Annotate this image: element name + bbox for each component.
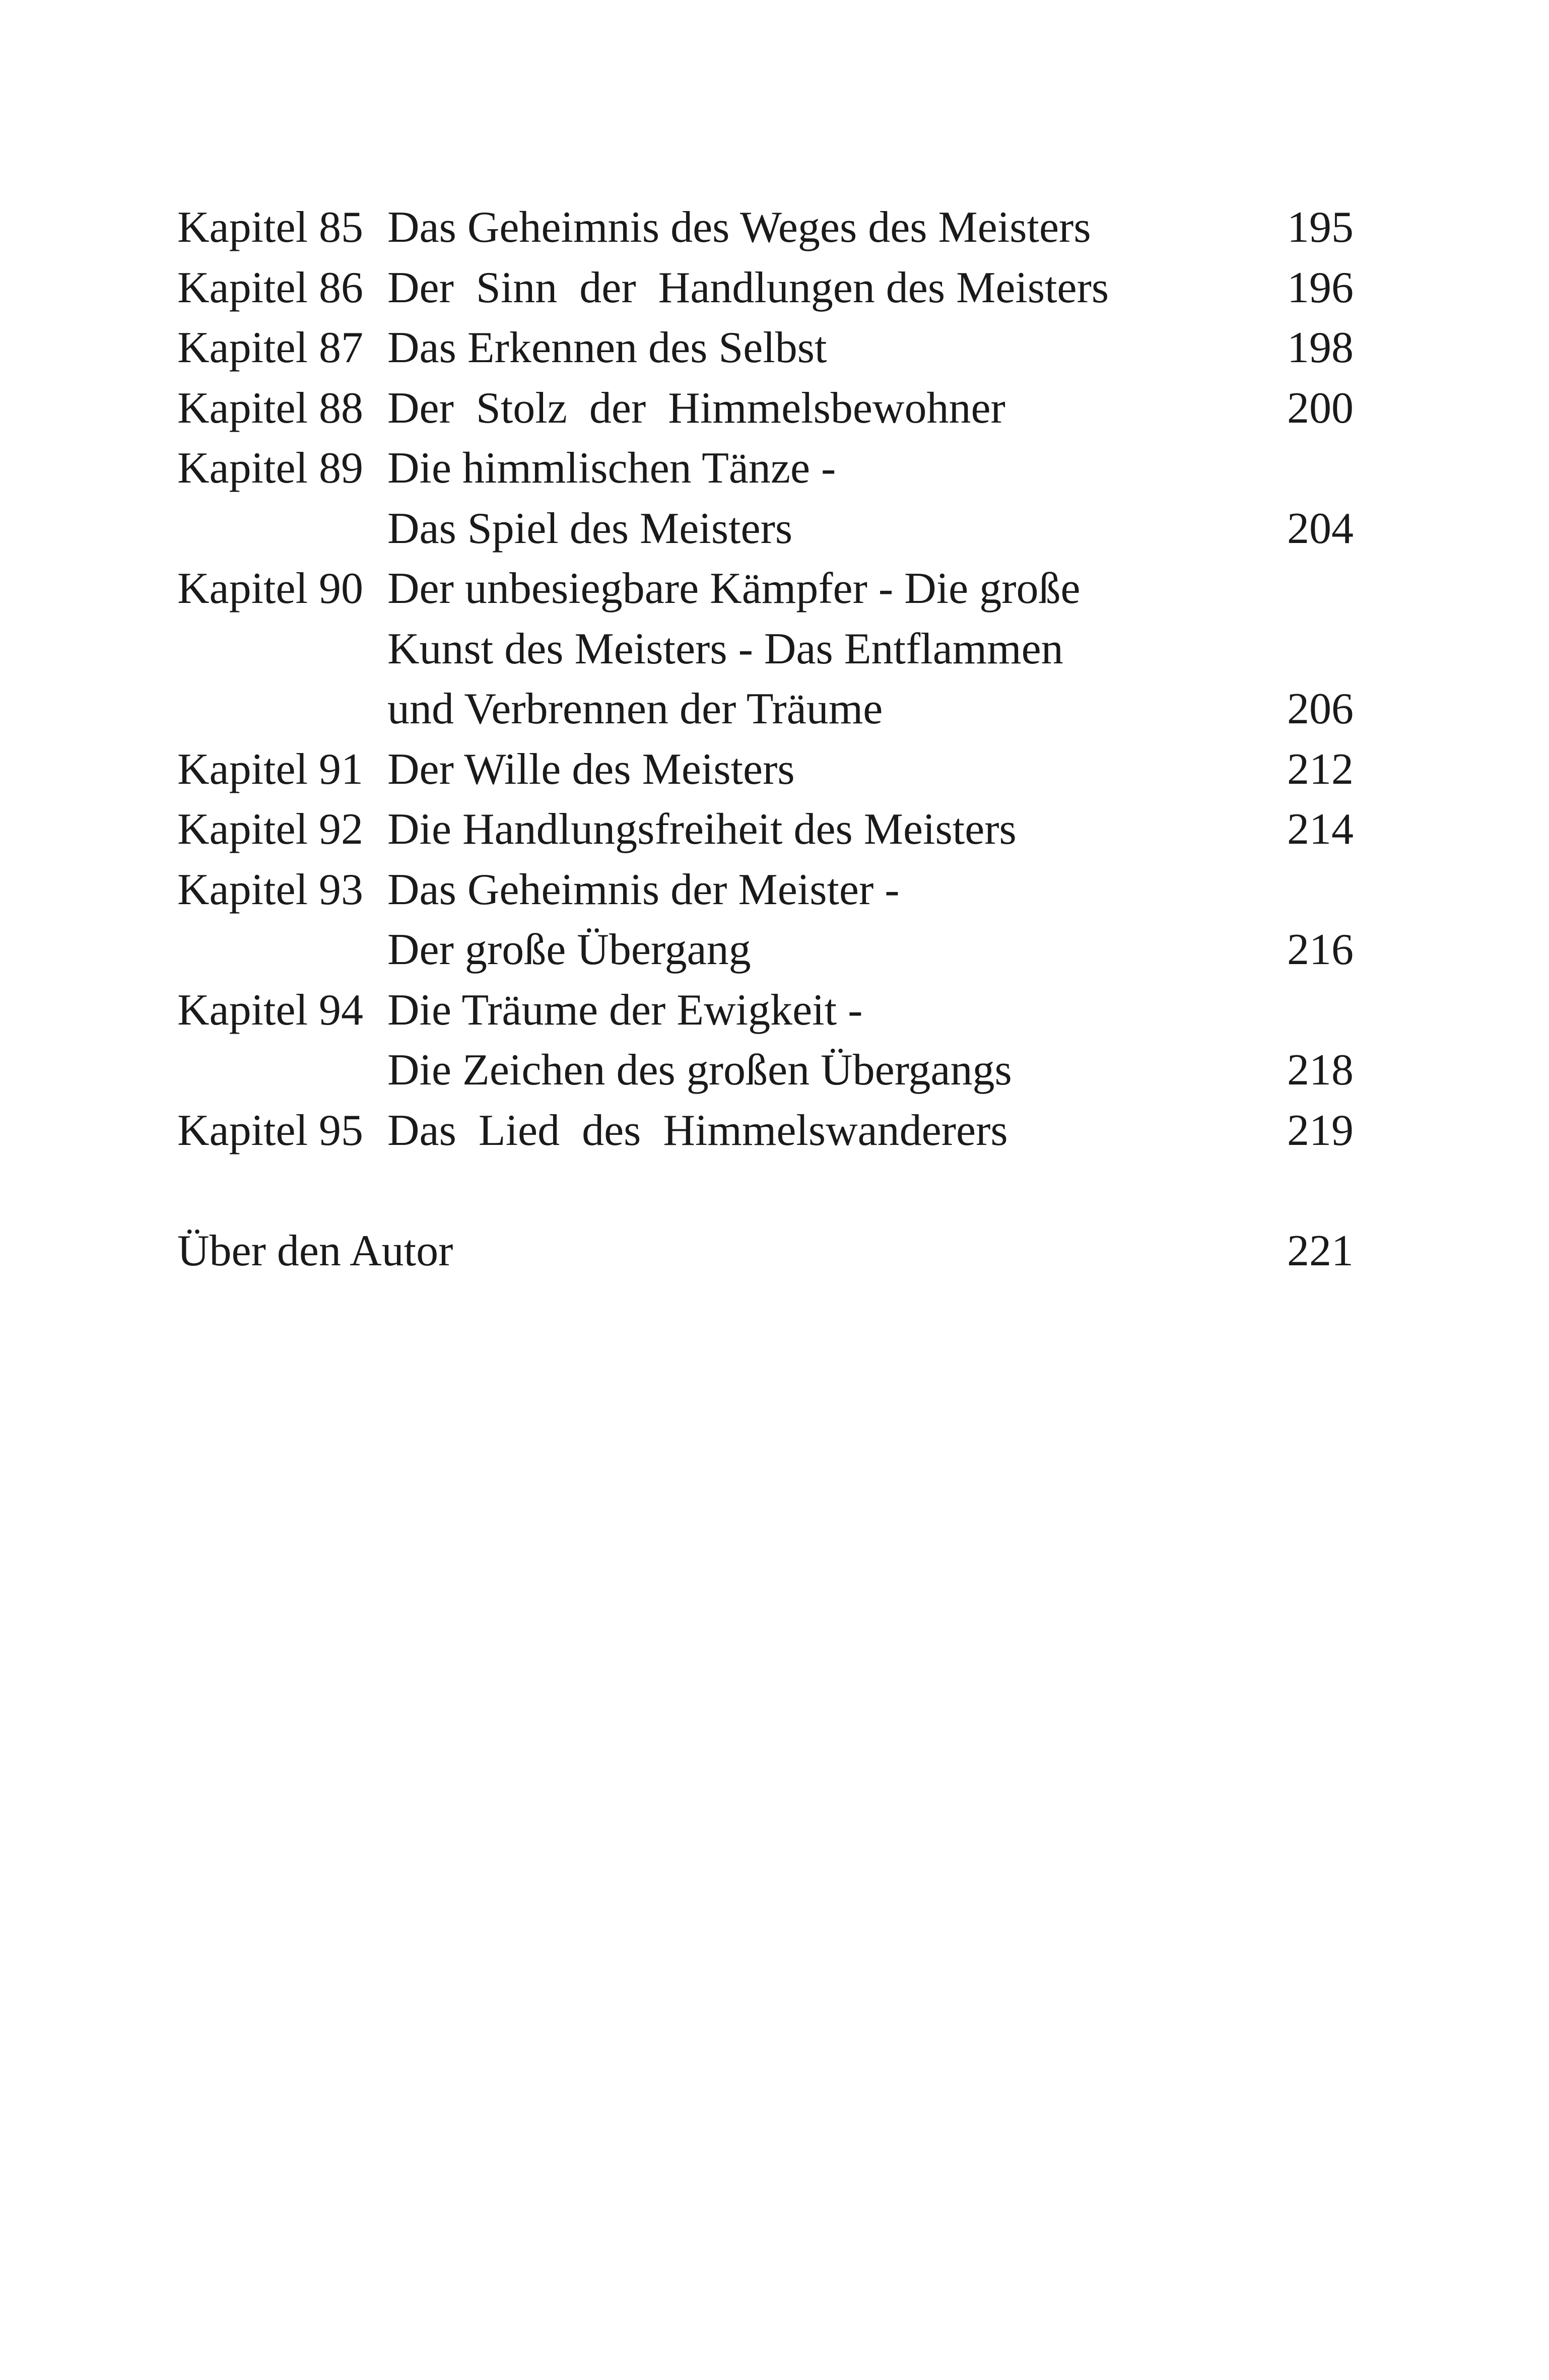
page-number: 216 xyxy=(1287,925,1354,974)
chapter-title: Das Geheimnis des Weges des Meisters xyxy=(387,203,1091,252)
toc-entry-90 xyxy=(177,559,1354,739)
page-number: 218 xyxy=(1287,1046,1354,1095)
toc-entry-87 xyxy=(177,318,1354,378)
chapter-title-continuation: Der große Übergang xyxy=(387,925,751,974)
table-of-contents xyxy=(177,197,1354,1281)
toc-entry-95 xyxy=(177,1101,1354,1161)
page-number: 200 xyxy=(1287,383,1354,433)
chapter-number: Kapitel 85 xyxy=(177,203,364,252)
chapter-number: Kapitel 91 xyxy=(177,744,364,794)
toc-entry-88 xyxy=(177,378,1354,439)
chapter-title-continuation: Die Zeichen des großen Übergangs xyxy=(387,1046,1012,1095)
page-number: 206 xyxy=(1287,685,1354,733)
chapter-title-continuation: Das Spiel des Meisters xyxy=(387,504,793,553)
page-number: 196 xyxy=(1287,263,1354,312)
toc-entry-92 xyxy=(177,799,1354,860)
toc-entry-94 xyxy=(177,980,1354,1101)
chapter-title: Die himmlischen Tänze - xyxy=(387,444,836,493)
chapter-title: Der Wille des Meisters xyxy=(387,744,795,794)
chapter-number: Kapitel 87 xyxy=(177,323,364,372)
chapter-number: Kapitel 90 xyxy=(177,564,364,613)
chapter-title: Die Träume der Ewigkeit - xyxy=(387,985,863,1035)
chapter-title-continuation: und Verbrennen der Träume xyxy=(387,685,883,733)
chapter-number: Kapitel 92 xyxy=(177,805,364,854)
page-number: 214 xyxy=(1287,805,1354,854)
chapter-number: Kapitel 89 xyxy=(177,444,364,493)
chapter-number: Kapitel 94 xyxy=(177,985,364,1035)
toc-entry-85 xyxy=(177,197,1354,258)
page-number: 195 xyxy=(1287,203,1354,252)
toc-entry-93 xyxy=(177,860,1354,980)
chapter-title: Der Sinn der Handlungen des Meisters xyxy=(387,263,1109,312)
chapter-title: Der unbesiegbare Kämpfer - Die große xyxy=(387,564,1081,613)
toc-entry-86 xyxy=(177,258,1354,318)
chapter-number: Kapitel 95 xyxy=(177,1106,364,1155)
page-number: 198 xyxy=(1287,323,1354,372)
page-number: 221 xyxy=(1287,1227,1354,1275)
toc-entry-91 xyxy=(177,739,1354,800)
toc-entry-about-author xyxy=(177,1221,1354,1281)
chapter-number: Kapitel 93 xyxy=(177,865,364,914)
chapter-title: Die Handlungsfreiheit des Meisters xyxy=(387,805,1017,854)
chapter-number: Kapitel 86 xyxy=(177,263,364,312)
page-number: 204 xyxy=(1287,504,1354,553)
chapter-title: Das Lied des Himmelswanderers xyxy=(387,1106,1008,1155)
chapter-title-continuation: Kunst des Meisters - Das Entflammen xyxy=(387,624,1063,673)
chapter-title: Der Stolz der Himmelsbewohner xyxy=(387,383,1005,433)
chapter-title: Das Geheimnis der Meister - xyxy=(387,865,900,914)
section-gap xyxy=(177,1161,1354,1221)
page-number: 212 xyxy=(1287,744,1354,794)
chapter-number: Kapitel 88 xyxy=(177,383,364,433)
chapter-title: Das Erkennen des Selbst xyxy=(387,323,827,372)
toc-entry-89 xyxy=(177,438,1354,559)
about-author-label: Über den Autor xyxy=(177,1227,453,1275)
page-number: 219 xyxy=(1287,1106,1354,1155)
